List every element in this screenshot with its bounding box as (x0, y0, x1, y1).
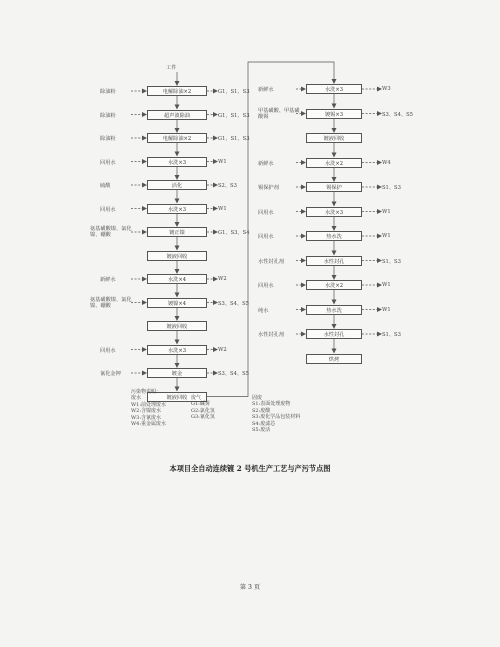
emission-codes-label: W2 (218, 346, 227, 353)
process-step-box: 锡保护 (306, 182, 362, 192)
process-step-box: 镀液回收 (147, 251, 207, 261)
input-material-label: 纯水 (258, 307, 269, 314)
input-material-label: 水性封孔剂 (258, 258, 284, 265)
emission-codes-label: W3 (382, 86, 391, 92)
process-step-box: 烘烤 (306, 354, 362, 364)
input-material-label: 除油粉 (100, 112, 116, 119)
input-material-label: 新鲜水 (258, 87, 274, 93)
process-step-box: 镀镍×4 (147, 298, 207, 308)
input-material-label: 硫酸 (100, 183, 111, 189)
process-step-box: 水洗×3 (147, 345, 207, 355)
input-material-label: 甲基磺酸、甲基磺酸锡 (258, 107, 300, 120)
emission-codes-label: W1 (382, 208, 391, 215)
process-step-box: 水性封孔 (306, 329, 362, 339)
figure-caption: 本项目全自动连续镀 2 号机生产工艺与产污节点图 (169, 464, 331, 473)
input-material-label: 回用水 (100, 206, 116, 213)
process-step-box: 镀液回收 (147, 321, 207, 331)
legend-solid-waste: 固废 S1:表面处理废物 S2:废酸 S3:废化学品包装材料 S4:废滤芯 S5:废活 (252, 395, 301, 434)
emission-codes-label: G1、S1、S3 (218, 112, 250, 119)
input-material-label: 水性封孔剂 (258, 332, 284, 338)
emission-codes-label: S1、S3 (382, 258, 401, 265)
process-step-box: 活化 (147, 180, 207, 190)
process-step-box: 电解除油×2 (147, 86, 207, 96)
start-label-workpiece: 工件 (166, 65, 177, 71)
process-step-box: 电解除油×2 (147, 133, 207, 143)
input-material-label: 回用水 (258, 209, 274, 216)
page-number: 第 3 页 (239, 584, 261, 591)
emission-codes-label: W1 (218, 205, 227, 212)
input-material-label: 回用水 (100, 159, 116, 166)
input-material-label: 除油粉 (100, 89, 116, 95)
process-step-box: 热水洗 (306, 231, 362, 241)
emission-codes-label: W1 (382, 233, 391, 239)
input-material-label: 除油粉 (100, 136, 116, 142)
input-material-label: 氨基磺酸镍、氯化镍、硼酸 (90, 296, 132, 309)
process-step-box: 镀正镍 (147, 227, 207, 237)
emission-codes-label: S1、S3 (382, 332, 401, 338)
emission-codes-label: S3、S4、S5 (218, 300, 249, 307)
process-step-box: 镀液回收 (147, 392, 207, 402)
input-material-label: 回用水 (258, 234, 274, 240)
process-step-box: 水洗×4 (147, 274, 207, 284)
input-material-label: 锡保护剂 (258, 185, 279, 191)
legend-waste-gas: 废气 G1:碱雾 G2:氯化氢 G3:氰化氢 (191, 395, 215, 421)
emission-codes-label: W2 (218, 276, 227, 282)
process-step-box: 水洗×3 (306, 84, 362, 94)
process-step-box: 热水洗 (306, 305, 362, 315)
emission-codes-label: W1 (382, 282, 391, 288)
emission-codes-label: S3、S4、S5 (382, 111, 413, 118)
input-material-label: 氨基磺酸镍、氯化镍、硼酸 (90, 226, 132, 238)
legend-wastewater: 污染物说明： 废水 W1:前处理废水 W2:含镍废水 W3:含氰废水 W4:重金属废水 (131, 389, 167, 428)
emission-codes-label: W1 (218, 158, 227, 165)
process-step-box: 镀液回收 (306, 133, 362, 143)
process-step-box: 镀金 (147, 368, 207, 378)
input-material-label: 回用水 (100, 347, 116, 354)
emission-codes-label: S3、S4、S5 (218, 371, 249, 377)
emission-codes-label: S1、S3 (382, 185, 401, 191)
process-step-box: 水洗×3 (147, 157, 207, 167)
emission-codes-label: G1、S1、S3 (218, 136, 250, 142)
emission-codes-label: G1、S3、S4 (218, 230, 250, 236)
emission-codes-label: W4 (382, 159, 391, 166)
emission-codes-label: G1、S1、S3 (218, 89, 250, 95)
input-material-label: 新鲜水 (100, 277, 116, 283)
process-step-box: 水洗×3 (306, 207, 362, 217)
process-step-box: 水洗×3 (147, 204, 207, 214)
process-step-box: 水洗×2 (306, 158, 362, 168)
emission-codes-label: W1 (382, 306, 391, 313)
input-material-label: 氰化金钾 (100, 371, 121, 377)
process-step-box: 镀锡×3 (306, 109, 362, 119)
input-material-label: 回用水 (258, 283, 274, 289)
process-step-box: 超声波除油 (147, 110, 207, 120)
process-step-box: 水性封孔 (306, 256, 362, 266)
process-step-box: 水洗×2 (306, 280, 362, 290)
emission-codes-label: S2、S3 (218, 183, 237, 189)
input-material-label: 新鲜水 (258, 160, 274, 167)
